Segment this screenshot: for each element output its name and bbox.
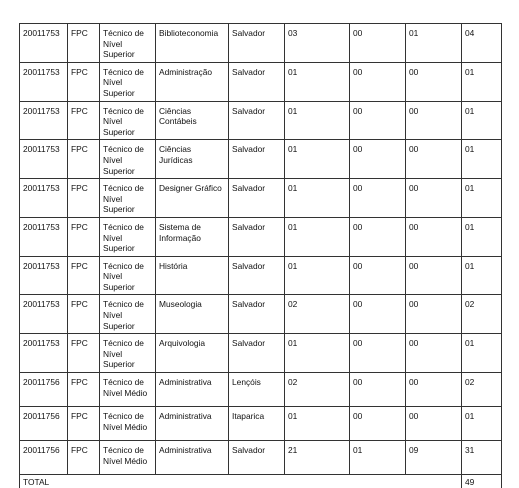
entity-cell: FPC xyxy=(68,441,100,475)
vacancies-cell: 21 xyxy=(285,441,350,475)
position-cell: Técnico de Nível Superior xyxy=(100,140,156,179)
table-row xyxy=(20,101,502,140)
table-row xyxy=(20,295,502,334)
vacancies-cell: 01 xyxy=(285,407,350,441)
code-cell: 20011753 xyxy=(20,217,68,256)
table-row xyxy=(20,179,502,218)
city-cell: Salvador xyxy=(229,140,285,179)
entity-cell: FPC xyxy=(68,62,100,101)
position-cell: Técnico de Nível Médio xyxy=(100,373,156,407)
entity-cell: FPC xyxy=(68,407,100,441)
entity-cell: FPC xyxy=(68,140,100,179)
vacancies-cell: 02 xyxy=(285,373,350,407)
pcd-cell: 00 xyxy=(350,140,406,179)
pcd-cell: 00 xyxy=(350,24,406,63)
entity-cell: FPC xyxy=(68,179,100,218)
total-cell: 01 xyxy=(462,62,502,101)
code-cell: 20011756 xyxy=(20,373,68,407)
pcd-cell: 00 xyxy=(350,217,406,256)
code-cell: 20011753 xyxy=(20,334,68,373)
area-cell: Biblioteconomia xyxy=(156,24,229,63)
code-cell: 20011753 xyxy=(20,24,68,63)
afro-cell: 00 xyxy=(406,101,462,140)
code-cell: 20011753 xyxy=(20,295,68,334)
position-cell: Técnico de Nível Superior xyxy=(100,256,156,295)
total-cell: 31 xyxy=(462,441,502,475)
code-cell: 20011753 xyxy=(20,179,68,218)
entity-cell: FPC xyxy=(68,334,100,373)
position-cell: Técnico de Nível Superior xyxy=(100,295,156,334)
total-cell: 02 xyxy=(462,373,502,407)
table-row xyxy=(20,256,502,295)
entity-cell: FPC xyxy=(68,24,100,63)
table-row xyxy=(20,217,502,256)
vacancies-cell: 01 xyxy=(285,140,350,179)
city-cell: Salvador xyxy=(229,256,285,295)
afro-cell: 00 xyxy=(406,179,462,218)
vacancies-cell: 01 xyxy=(285,179,350,218)
city-cell: Salvador xyxy=(229,179,285,218)
entity-cell: FPC xyxy=(68,101,100,140)
vacancy-table xyxy=(19,23,502,488)
vacancies-cell: 01 xyxy=(285,62,350,101)
total-cell: 01 xyxy=(462,407,502,441)
total-cell: 02 xyxy=(462,295,502,334)
table-row xyxy=(20,407,502,441)
position-cell: Técnico de Nível Superior xyxy=(100,217,156,256)
total-cell: 01 xyxy=(462,179,502,218)
afro-cell: 00 xyxy=(406,62,462,101)
pcd-cell: 00 xyxy=(350,179,406,218)
afro-cell: 01 xyxy=(406,24,462,63)
total-cell: 01 xyxy=(462,256,502,295)
afro-cell: 00 xyxy=(406,407,462,441)
afro-cell: 00 xyxy=(406,373,462,407)
city-cell: Salvador xyxy=(229,295,285,334)
table-row xyxy=(20,441,502,475)
position-cell: Técnico de Nível Superior xyxy=(100,101,156,140)
total-value: 49 xyxy=(462,475,502,488)
entity-cell: FPC xyxy=(68,217,100,256)
city-cell: Salvador xyxy=(229,24,285,63)
pcd-cell: 00 xyxy=(350,256,406,295)
total-label: TOTAL xyxy=(20,475,462,488)
code-cell: 20011753 xyxy=(20,256,68,295)
code-cell: 20011753 xyxy=(20,140,68,179)
table-row xyxy=(20,24,502,63)
pcd-cell: 00 xyxy=(350,295,406,334)
position-cell: Técnico de Nível Médio xyxy=(100,407,156,441)
entity-cell: FPC xyxy=(68,295,100,334)
position-cell: Técnico de Nível Médio xyxy=(100,441,156,475)
pcd-cell: 00 xyxy=(350,101,406,140)
area-cell: Administrativa xyxy=(156,407,229,441)
area-cell: Administrativa xyxy=(156,441,229,475)
afro-cell: 00 xyxy=(406,256,462,295)
city-cell: Lençóis xyxy=(229,373,285,407)
area-cell: Administrativa xyxy=(156,373,229,407)
table-row xyxy=(20,334,502,373)
area-cell: Museologia xyxy=(156,295,229,334)
total-cell: 01 xyxy=(462,334,502,373)
pcd-cell: 00 xyxy=(350,334,406,373)
total-cell: 04 xyxy=(462,24,502,63)
city-cell: Salvador xyxy=(229,441,285,475)
afro-cell: 00 xyxy=(406,140,462,179)
area-cell: Arquivologia xyxy=(156,334,229,373)
total-row xyxy=(20,475,502,488)
vacancies-cell: 02 xyxy=(285,295,350,334)
table-row xyxy=(20,140,502,179)
area-cell: Sistema de Informação xyxy=(156,217,229,256)
city-cell: Salvador xyxy=(229,101,285,140)
code-cell: 20011756 xyxy=(20,441,68,475)
area-cell: Ciências Jurídicas xyxy=(156,140,229,179)
table-body xyxy=(20,24,502,488)
entity-cell: FPC xyxy=(68,256,100,295)
vacancies-cell: 03 xyxy=(285,24,350,63)
pcd-cell: 00 xyxy=(350,62,406,101)
vacancies-cell: 01 xyxy=(285,334,350,373)
table-row xyxy=(20,373,502,407)
total-cell: 01 xyxy=(462,140,502,179)
code-cell: 20011753 xyxy=(20,62,68,101)
position-cell: Técnico de Nível Superior xyxy=(100,62,156,101)
code-cell: 20011756 xyxy=(20,407,68,441)
vacancies-cell: 01 xyxy=(285,101,350,140)
total-cell: 01 xyxy=(462,101,502,140)
entity-cell: FPC xyxy=(68,373,100,407)
afro-cell: 00 xyxy=(406,334,462,373)
vacancies-cell: 01 xyxy=(285,256,350,295)
position-cell: Técnico de Nível Superior xyxy=(100,24,156,63)
area-cell: Administração xyxy=(156,62,229,101)
vacancies-cell: 01 xyxy=(285,217,350,256)
area-cell: História xyxy=(156,256,229,295)
afro-cell: 00 xyxy=(406,295,462,334)
position-cell: Técnico de Nível Superior xyxy=(100,334,156,373)
city-cell: Salvador xyxy=(229,217,285,256)
pcd-cell: 00 xyxy=(350,373,406,407)
area-cell: Ciências Contábeis xyxy=(156,101,229,140)
position-cell: Técnico de Nível Superior xyxy=(100,179,156,218)
city-cell: Itaparica xyxy=(229,407,285,441)
area-cell: Designer Gráfico xyxy=(156,179,229,218)
city-cell: Salvador xyxy=(229,62,285,101)
table-row xyxy=(20,62,502,101)
afro-cell: 00 xyxy=(406,217,462,256)
city-cell: Salvador xyxy=(229,334,285,373)
afro-cell: 09 xyxy=(406,441,462,475)
pcd-cell: 00 xyxy=(350,407,406,441)
code-cell: 20011753 xyxy=(20,101,68,140)
pcd-cell: 01 xyxy=(350,441,406,475)
total-cell: 01 xyxy=(462,217,502,256)
